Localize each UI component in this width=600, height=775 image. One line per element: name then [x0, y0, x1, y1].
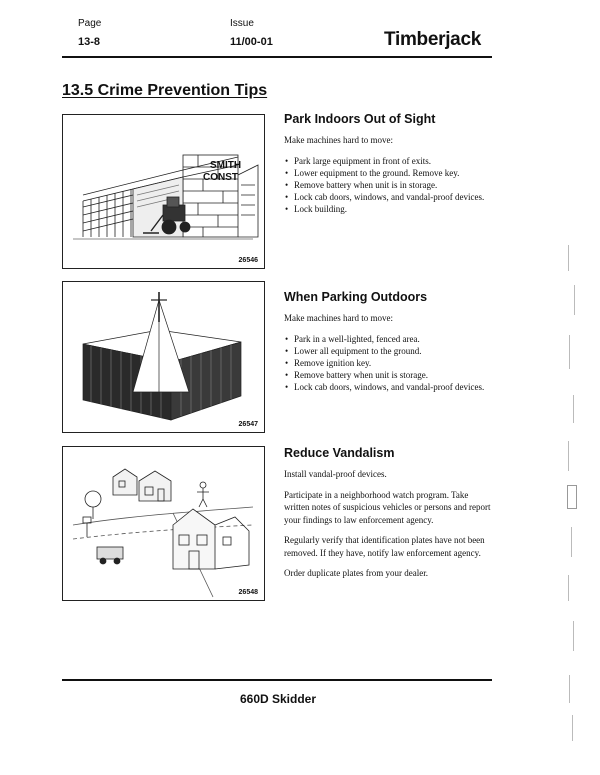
block-intro: Make machines hard to move:: [284, 135, 393, 145]
list-item: • Remove ignition key.: [294, 357, 494, 369]
figure-number: 26548: [238, 589, 258, 596]
block-title: When Parking Outdoors: [284, 290, 428, 304]
footer-model: 660D Skidder: [239, 692, 317, 706]
scan-bleed-marks: [566, 245, 578, 745]
block-title: Reduce Vandalism: [284, 446, 395, 460]
list-item: • Lock cab doors, windows, and vandal-proof devices.: [294, 191, 494, 203]
figure-garage: [62, 114, 265, 269]
issue-label: Issue: [230, 18, 254, 29]
footer-rule: [62, 679, 492, 681]
fenced-area-illustration: [63, 282, 264, 432]
paragraph: Participate in a neighborhood watch program. Take written notes of suspicious vehicles or persons and report your findings to law enforcement agency.: [284, 489, 491, 525]
paragraph: Regularly verify that identification plates have not been removed. If they have, notify law enforcement agency.: [284, 535, 485, 558]
block-park-indoors: [284, 112, 494, 215]
list-item: • Park in a well-lighted, fenced area.: [294, 333, 494, 345]
garage-illustration: [63, 115, 264, 268]
sign-line-1: SMITH: [210, 160, 242, 171]
list-item: • Lower all equipment to the ground.: [294, 345, 494, 357]
section-title: 13.5 Crime Prevention Tips: [62, 82, 268, 99]
list-item: • Remove battery when unit is in storage.: [294, 179, 494, 191]
issue-value: 11/00-01: [230, 36, 273, 48]
list-item: • Lower equipment to the ground. Remove key.: [294, 167, 494, 179]
brand-logo: Timberjack: [384, 29, 481, 50]
figure-fenced-area: [62, 281, 265, 433]
block-title: Park Indoors Out of Sight: [284, 112, 436, 126]
bullet-list: [284, 155, 494, 215]
neighborhood-illustration: [63, 447, 264, 600]
list-item: • Lock cab doors, windows, and vandal-proof devices.: [294, 381, 494, 393]
block-parking-outdoors: [284, 290, 494, 393]
figure-neighborhood: [62, 446, 265, 601]
paragraph: Install vandal-proof devices.: [284, 469, 387, 479]
sign-line-2: CONST: [203, 172, 238, 183]
figure-number: 26547: [238, 421, 258, 428]
page-number: 13-8: [78, 36, 101, 48]
paragraph: Order duplicate plates from your dealer.: [284, 568, 428, 578]
figure-number: 26546: [238, 257, 258, 264]
block-reduce-vandalism: [284, 446, 494, 588]
list-item: • Park large equipment in front of exits.: [294, 155, 494, 167]
list-item: • Lock building.: [294, 203, 494, 215]
page-label: Page: [78, 18, 102, 29]
bullet-list: [284, 333, 494, 393]
header-rule: [62, 56, 492, 58]
list-item: • Remove battery when unit is storage.: [294, 369, 494, 381]
block-intro: Make machines hard to move:: [284, 313, 393, 323]
